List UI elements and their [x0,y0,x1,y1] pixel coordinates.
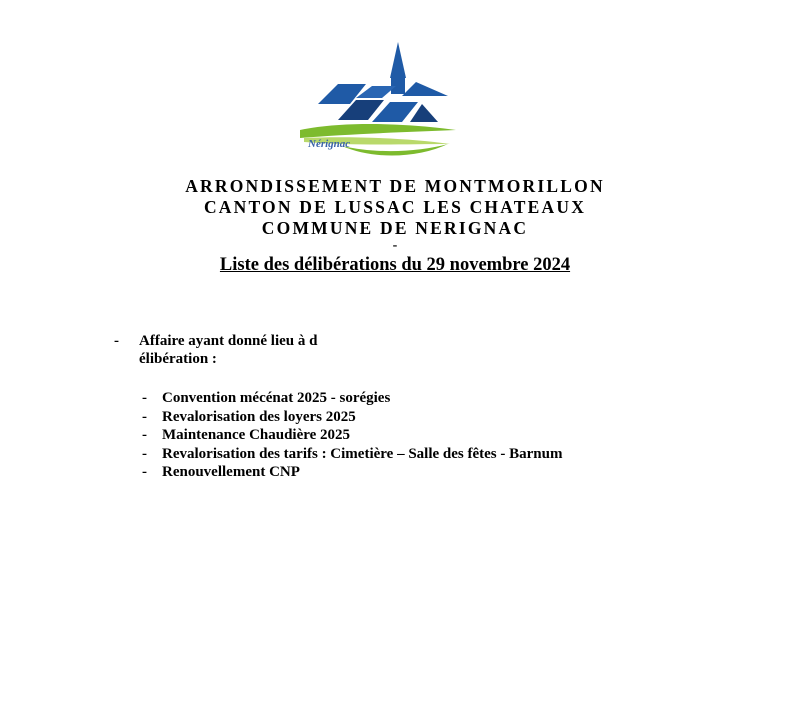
list-item-text: Revalorisation des loyers 2025 [162,408,356,425]
document-header [0,176,790,277]
deliberation-list [142,389,562,482]
list-item [142,408,562,427]
commune-logo [298,38,462,166]
list-item [142,426,562,445]
list-dash: - [142,390,147,406]
list-item [142,463,562,482]
list-dash: - [142,427,147,443]
header-separator: - [392,238,398,253]
list-item-text: Convention mécénat 2025 - sorégies [162,390,391,406]
list-item [142,389,562,408]
list-item [142,445,562,464]
list-item-text: Revalorisation des tarifs : Cimetière – Salle des fêtes - Barnum [162,445,563,462]
arrondissement-heading: ARRONDISSEMENT DE MONTMORILLON [185,176,605,196]
list-item-text: Renouvellement CNP [162,464,300,480]
logo-caption: Nérignac [308,138,351,150]
list-dash: - [142,408,147,425]
list-dash: - [142,445,147,462]
section-label: Affaire ayant donné lieu à d élibération : [139,333,318,367]
list-dash: - [142,464,147,480]
document-title: Liste des délibérations du 29 novembre 2024 [219,255,571,275]
canton-heading: CANTON DE LUSSAC LES CHATEAUX [203,197,587,217]
section-bullet: - [114,333,119,349]
list-item-text: Maintenance Chaudière 2025 [162,427,351,443]
commune-heading: COMMUNE DE NERIGNAC [261,218,529,238]
